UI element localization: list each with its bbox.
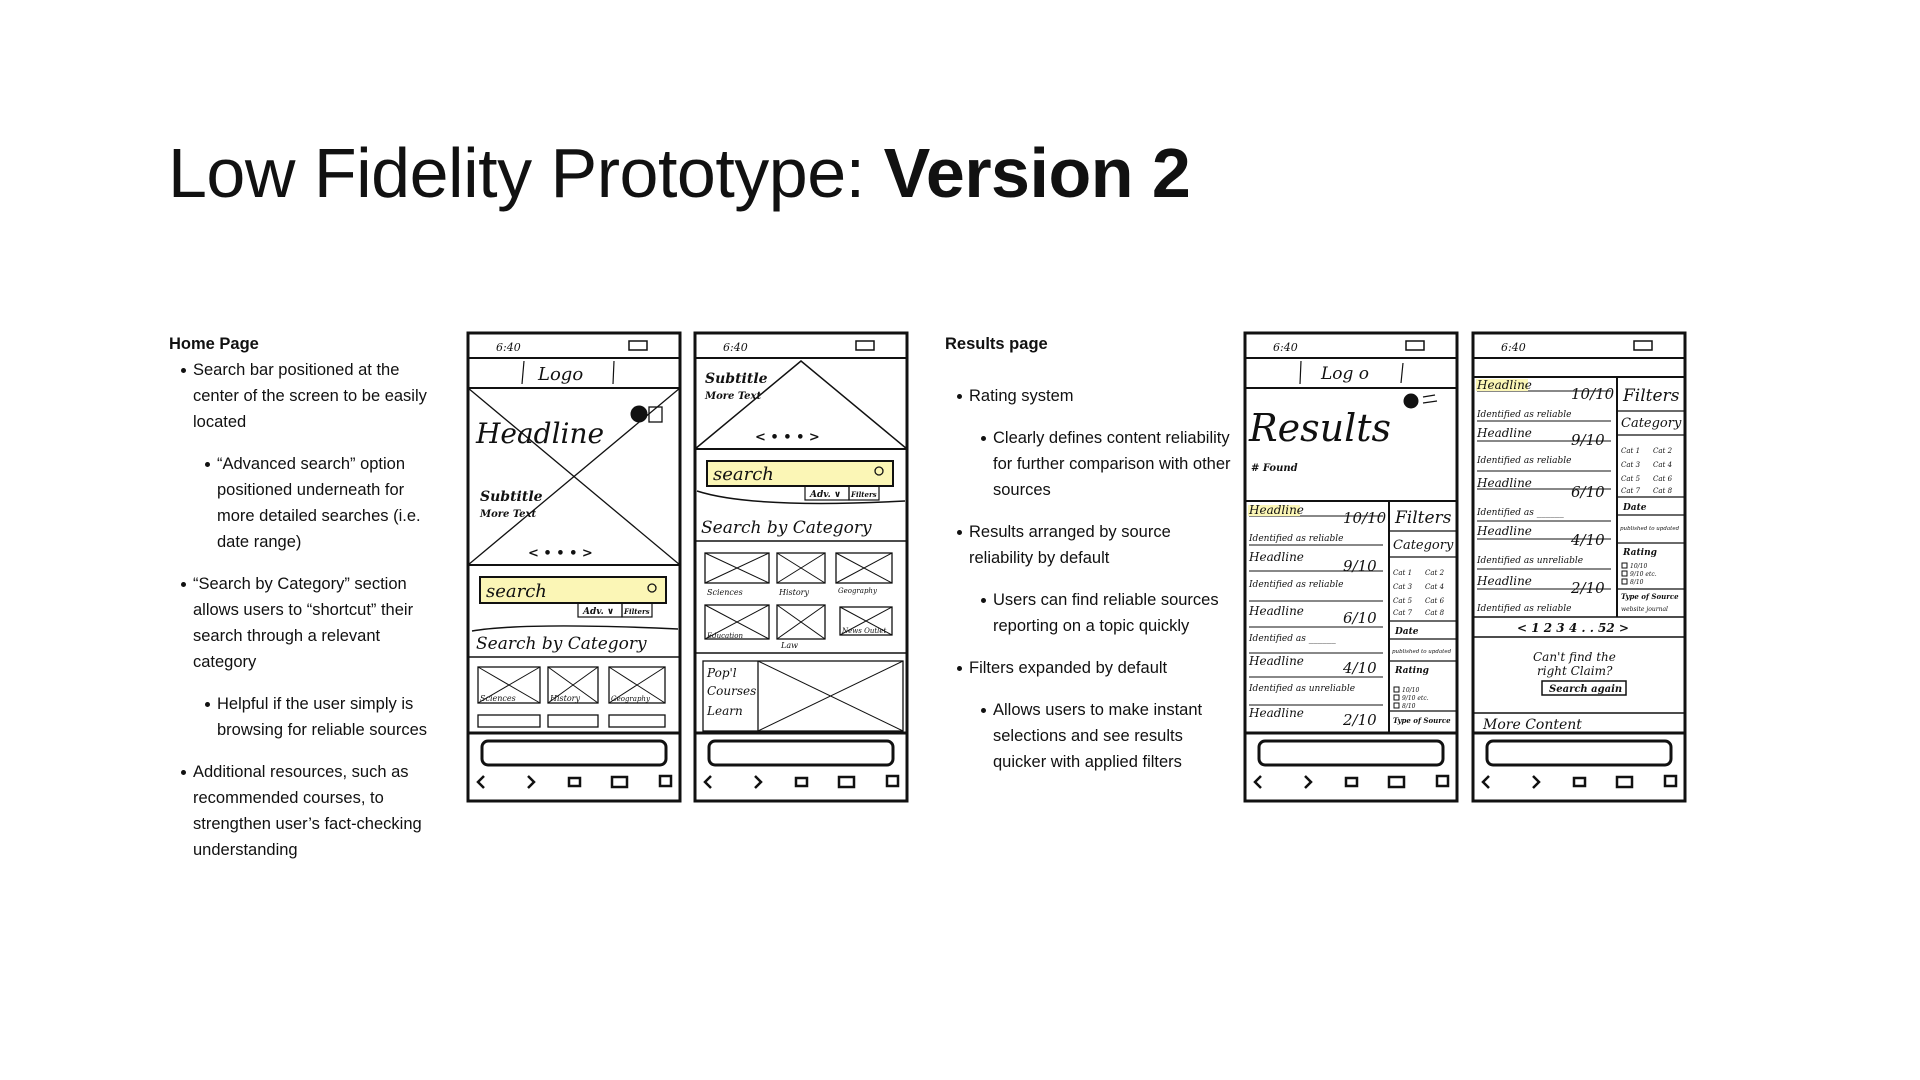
status-time: 6:40 bbox=[1501, 341, 1526, 354]
filters-heading: Filters bbox=[1395, 508, 1452, 528]
date-filter: Date bbox=[1623, 503, 1647, 513]
cat-8: Cat 8 bbox=[1653, 487, 1673, 495]
carousel-dots: < • • • > bbox=[528, 546, 593, 561]
home-sketch-top bbox=[466, 331, 682, 803]
result-rating-2: 9/10 bbox=[1343, 557, 1377, 575]
rating-opt-3: 8/10 bbox=[1402, 703, 1416, 710]
more-text: More Text bbox=[705, 391, 762, 402]
results-page-notes bbox=[945, 331, 1235, 791]
result-headline-3: Headline bbox=[1477, 476, 1532, 490]
result-headline-4: Headline bbox=[1477, 524, 1532, 538]
result-headline-2: Headline bbox=[1249, 550, 1304, 564]
home-page-notes bbox=[169, 331, 439, 879]
results-sketch-top-svg bbox=[1243, 331, 1459, 803]
cat-7: Cat 7 bbox=[1393, 609, 1413, 617]
title-bold: Version 2 bbox=[883, 134, 1191, 212]
results-note-find-quickly: Users can find reliable sources reporting on a topic quickly bbox=[945, 587, 1235, 639]
advanced-search-sketch: Adv. ∨ bbox=[810, 490, 842, 500]
result-rating-2: 9/10 bbox=[1571, 431, 1605, 449]
result-headline-5: Headline bbox=[1249, 706, 1304, 720]
home-note-browsing: Helpful if the user simply is browsing for reliable sources bbox=[169, 691, 439, 743]
results-note-arranged: Results arranged by source reliability by default bbox=[945, 519, 1235, 571]
results-sketch-top bbox=[1243, 331, 1459, 803]
date-range: published to updated bbox=[1620, 526, 1680, 532]
result-rating-4: 4/10 bbox=[1571, 531, 1605, 549]
logo-text: Logo bbox=[538, 364, 584, 385]
category-label-1: Sciences bbox=[480, 694, 516, 703]
rating-opt-1: 10/10 bbox=[1630, 563, 1648, 570]
results-note-instant: Allows users to make instant selections and see results quicker with applied filters bbox=[945, 697, 1235, 775]
result-rating-5: 2/10 bbox=[1343, 711, 1377, 729]
result-identified-4: Identified as unreliable bbox=[1249, 684, 1356, 694]
courses-line-3: Learn bbox=[707, 704, 743, 718]
category-filter: Category bbox=[1621, 416, 1682, 431]
cat-4: Cat 4 bbox=[1653, 461, 1673, 469]
cat-2: Cat 2 bbox=[1425, 569, 1445, 577]
result-headline-2: Headline bbox=[1477, 426, 1532, 440]
cat-3: Cat 3 bbox=[1621, 461, 1641, 469]
filters-sketch: Filters bbox=[851, 490, 877, 499]
headline-text: Headline bbox=[476, 417, 605, 450]
results-heading: Results bbox=[1249, 406, 1391, 450]
date-filter: Date bbox=[1395, 627, 1419, 637]
subtitle-text: Subtitle bbox=[480, 489, 543, 505]
cat-1: Cat 1 bbox=[1621, 447, 1641, 455]
search-sketch-text: search bbox=[486, 581, 547, 602]
courses-line-2: Courses bbox=[707, 684, 757, 698]
home-note-resources: Additional resources, such as recommended courses, to strengthen user’s fact-checking understanding bbox=[169, 759, 439, 863]
result-identified-5: Identified as reliable bbox=[1477, 604, 1572, 614]
result-rating-4: 4/10 bbox=[1343, 659, 1377, 677]
results-sketch-scrolled-svg bbox=[1471, 331, 1687, 803]
rating-filter: Rating bbox=[1395, 666, 1429, 676]
result-rating-3: 6/10 bbox=[1343, 609, 1377, 627]
courses-line-1: Pop'l bbox=[707, 666, 737, 680]
results-notes-spacer bbox=[945, 357, 1235, 383]
pagination: < 1 2 3 4 . . 52 > bbox=[1517, 621, 1629, 635]
results-note-rating-system: Rating system bbox=[945, 383, 1235, 409]
category-label-4: Education bbox=[707, 632, 743, 640]
home-notes-heading: Home Page bbox=[169, 335, 259, 353]
date-range: published to updated bbox=[1392, 649, 1452, 655]
logo-text: Log o bbox=[1321, 364, 1370, 384]
result-identified-3: Identified as ______ bbox=[1249, 634, 1336, 644]
results-notes-heading: Results page bbox=[945, 335, 1048, 353]
result-identified-2: Identified as reliable bbox=[1477, 456, 1572, 466]
result-rating-5: 2/10 bbox=[1571, 579, 1605, 597]
cat-5: Cat 5 bbox=[1621, 475, 1641, 483]
page-title bbox=[168, 128, 1190, 218]
result-identified-1: Identified as reliable bbox=[1477, 410, 1572, 420]
filters-sketch: Filters bbox=[624, 607, 650, 616]
home-sketch-top-svg bbox=[466, 331, 682, 803]
home-note-advanced-search: “Advanced search” option positioned underneath for more detailed searches (i.e. date range) bbox=[169, 451, 439, 555]
search-again-button: Search again bbox=[1549, 684, 1623, 695]
cat-6: Cat 6 bbox=[1425, 597, 1445, 605]
type-of-source: Type of Source bbox=[1393, 716, 1451, 725]
status-time: 6:40 bbox=[1273, 341, 1298, 354]
category-label-5: Law bbox=[781, 641, 798, 650]
status-time: 6:40 bbox=[723, 341, 748, 354]
status-time: 6:40 bbox=[496, 341, 521, 354]
cat-2: Cat 2 bbox=[1653, 447, 1673, 455]
search-by-category-text: Search by Category bbox=[476, 634, 647, 654]
title-light: Low Fidelity Prototype: bbox=[168, 134, 865, 212]
type-of-source: Type of Source bbox=[1621, 592, 1679, 601]
carousel-dots: < • • • > bbox=[755, 430, 820, 445]
results-sketch-scrolled bbox=[1471, 331, 1687, 803]
cat-3: Cat 3 bbox=[1393, 583, 1413, 591]
rating-opt-2: 9/10 etc. bbox=[1630, 571, 1657, 578]
cat-8: Cat 8 bbox=[1425, 609, 1445, 617]
cat-1: Cat 1 bbox=[1393, 569, 1413, 577]
home-note-search-by-category: “Search by Category” section allows users to “shortcut” their search through a relevant category bbox=[169, 571, 439, 675]
result-identified-1: Identified as reliable bbox=[1249, 534, 1344, 544]
category-label-1: Sciences bbox=[707, 588, 743, 597]
result-identified-4: Identified as unreliable bbox=[1477, 556, 1584, 566]
category-label-3: Geography bbox=[838, 587, 877, 595]
result-headline-3: Headline bbox=[1249, 604, 1304, 618]
found-count: # Found bbox=[1251, 463, 1298, 474]
result-rating-1: 10/10 bbox=[1571, 385, 1615, 403]
result-headline-5: Headline bbox=[1477, 574, 1532, 588]
cat-4: Cat 4 bbox=[1425, 583, 1445, 591]
result-rating-1: 10/10 bbox=[1343, 509, 1387, 527]
result-headline-4: Headline bbox=[1249, 654, 1304, 668]
result-headline-1: Headline bbox=[1477, 378, 1532, 392]
cat-7: Cat 7 bbox=[1621, 487, 1641, 495]
search-by-category-text: Search by Category bbox=[701, 518, 872, 538]
result-identified-3: Identified as ______ bbox=[1477, 508, 1564, 518]
rating-opt-3: 8/10 bbox=[1630, 579, 1644, 586]
more-text: More Text bbox=[480, 509, 537, 520]
search-sketch-text: search bbox=[713, 464, 774, 485]
rating-opt-2: 9/10 etc. bbox=[1402, 695, 1429, 702]
home-notes-list bbox=[169, 357, 439, 863]
category-label-2: History bbox=[550, 694, 581, 703]
rating-opt-1: 10/10 bbox=[1402, 687, 1420, 694]
cat-5: Cat 5 bbox=[1393, 597, 1413, 605]
results-note-filters: Filters expanded by default bbox=[945, 655, 1235, 681]
result-rating-3: 6/10 bbox=[1571, 483, 1605, 501]
rating-filter: Rating bbox=[1623, 548, 1657, 558]
results-note-reliability: Clearly defines content reliability for further comparison with other sources bbox=[945, 425, 1235, 503]
home-note-search-bar: Search bar positioned at the center of the screen to be easily located bbox=[169, 357, 439, 435]
source-options: website journal bbox=[1621, 606, 1668, 613]
filters-heading: Filters bbox=[1623, 386, 1680, 406]
home-sketch-scrolled-svg bbox=[693, 331, 909, 803]
results-notes-list bbox=[945, 383, 1235, 775]
result-headline-1: Headline bbox=[1249, 503, 1304, 517]
cat-6: Cat 6 bbox=[1653, 475, 1673, 483]
category-label-2: History bbox=[779, 588, 810, 597]
cant-find-line-1: Can't find the bbox=[1533, 650, 1616, 664]
advanced-search-sketch: Adv. ∨ bbox=[583, 607, 615, 617]
home-sketch-scrolled bbox=[693, 331, 909, 803]
result-identified-2: Identified as reliable bbox=[1249, 580, 1344, 590]
category-label-6: News Outlet bbox=[842, 627, 887, 635]
more-content: More Content bbox=[1483, 717, 1582, 733]
category-label-3: Geography bbox=[611, 695, 650, 703]
cant-find-line-2: right Claim? bbox=[1537, 664, 1613, 678]
subtitle-text: Subtitle bbox=[705, 371, 768, 387]
category-filter: Category bbox=[1393, 538, 1454, 553]
